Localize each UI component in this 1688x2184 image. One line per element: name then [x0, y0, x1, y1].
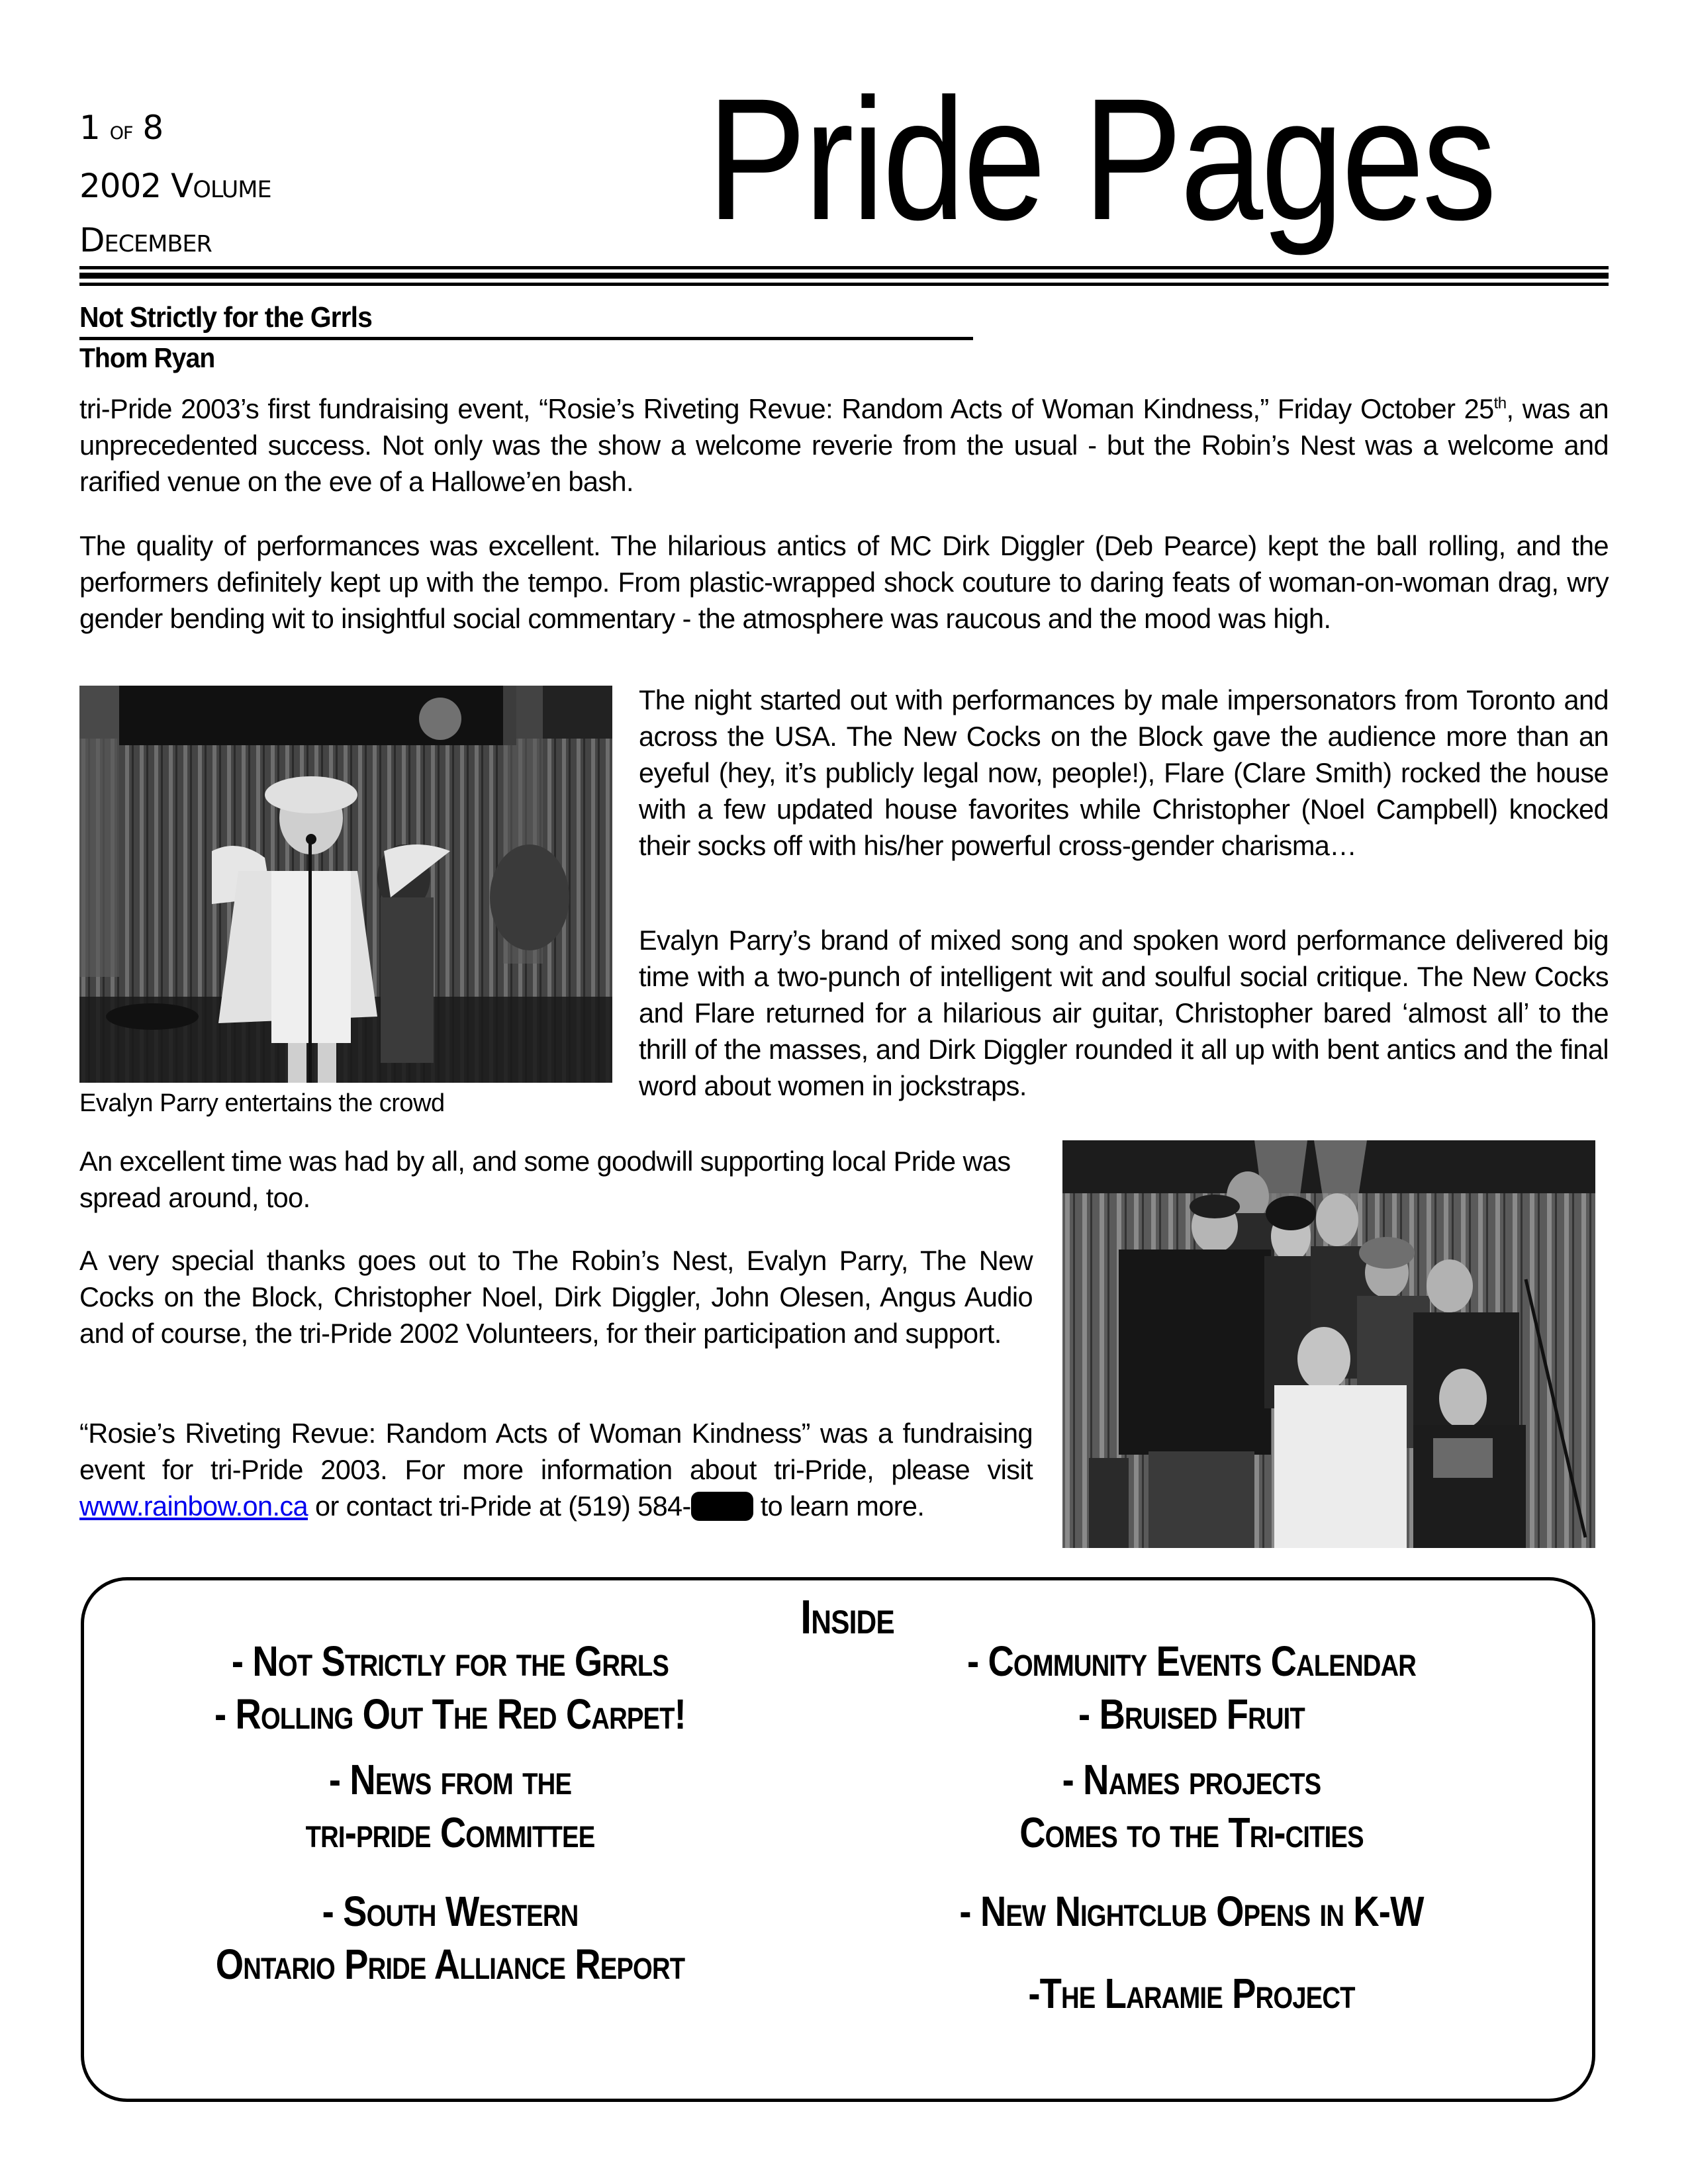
inside-item-link[interactable]: - Names projects	[1062, 1756, 1321, 1803]
article-paragraph: An excellent time was had by all, and some goodwill supporting local Pride was spread around, too.	[79, 1146, 1011, 1213]
ordinal-suffix: th	[1493, 394, 1507, 413]
article-paragraph: Evalyn Parry’s brand of mixed song and spoken word performance delivered big time with a two-punch of intelligent wit and soulful social critique. The New Cocks and Flare returned for a hilarious air guitar, Christopher bared ‘almost all’ to the thrill of the masses, and Dirk Diggler rounded it all up with bent antics and the final word about women in jockstraps.	[639, 925, 1609, 1101]
article-paragraph	[79, 1415, 1033, 1524]
masthead-rule-thin-bottom	[79, 283, 1609, 286]
inside-item-text: tri-pride Committee	[305, 1809, 595, 1856]
paragraph-text: to learn more.	[753, 1490, 925, 1522]
article-paragraph: A very special thanks goes out to The Robin’s Nest, Evalyn Parry, The New Cocks on the Block, Christopher Noel, Dirk Diggler, John Olesen, Angus Audio and of course, the tri-Pride 2002 Volunteers, for their participation and support.	[79, 1245, 1033, 1349]
inside-item-link[interactable]: - New Nightclub Opens in K-W	[959, 1888, 1424, 1935]
paragraph-text: tri-Pride 2003’s first fundraising event, “Rosie’s Riveting Revue: Random Acts of Woman Kindness,” Friday October 25	[79, 393, 1494, 424]
page-of-label: of	[109, 116, 133, 145]
photo-evalyn-parry	[79, 686, 612, 1083]
redacted-phone-digits	[691, 1492, 753, 1521]
stage-performer-image	[79, 686, 612, 1083]
inside-item-link[interactable]: - Bruised Fruit	[1078, 1690, 1305, 1738]
photo-group-performers	[1062, 1140, 1595, 1548]
paragraph-text: “Rosie’s Riveting Revue: Random Acts of Woman Kindness” was a fundraising event for tri-Pride 2003. For more information about tri-Pride, please visit	[79, 1418, 1033, 1485]
page-indicator	[79, 109, 164, 147]
article-paragraph: The night started out with performances by male impersonators from Toronto and across the USA. The New Cocks on the Block gave the audience more than an eyeful (hey, it’s publicly legal now, people!), Flare (Clare Smith) rocked the house with a few updated house favorites while Christopher (Noel Campbell) knocked their socks off with his/her powerful cross-gender charisma…	[639, 684, 1609, 861]
group-photo-image	[1062, 1140, 1595, 1548]
paragraph-text: or contact tri-Pride at (519) 584-	[308, 1490, 691, 1522]
inside-item-link[interactable]: - South Western	[322, 1888, 579, 1935]
inside-item-link[interactable]: - Community Events Calendar	[966, 1637, 1417, 1685]
article-byline: Thom Ryan	[79, 342, 215, 373]
inside-item-link-continued[interactable]	[146, 1811, 754, 1854]
issue-month: December	[79, 221, 212, 259]
paragraph-text: , was an unprecedented success. Not only was the show a welcome reverie from the usual - but the Robin’s Nest was a welcome and rarified venue on the eve of a Hallowe’en bash.	[79, 393, 1609, 497]
inside-item-link[interactable]: -The Laramie Project	[1028, 1970, 1355, 2017]
inside-title: Inside	[800, 1591, 894, 1644]
inside-item-link[interactable]: - News from the	[328, 1756, 572, 1803]
photo-caption: Evalyn Parry entertains the crowd	[79, 1089, 445, 1117]
page-total: 8	[142, 109, 164, 147]
volume-year: 2002	[79, 167, 162, 205]
masthead-rule-thick	[79, 273, 1609, 279]
volume-indicator	[79, 169, 271, 203]
article-heading: Not Strictly for the Grrls	[79, 301, 372, 334]
inside-item-link[interactable]: - Not Strictly for the Grrls	[231, 1637, 669, 1685]
volume-label: Volume	[171, 167, 271, 205]
inside-item-link[interactable]: - Rolling Out The Red Carpet!	[214, 1690, 686, 1738]
inside-item-link-continued[interactable]: Comes to the Tri-cities	[1019, 1809, 1364, 1856]
newsletter-title: Pride Pages	[707, 62, 1495, 256]
masthead-rule-thin-top	[79, 266, 1609, 269]
article-paragraph: The quality of performances was excellent. The hilarious antics of MC Dirk Diggler (Deb Pearce) kept the ball rolling, and the performers definitely kept up with the tempo. From plastic-wrapped shock couture to daring feats of woman-on-woman drag, wry gender bending wit to insightful social commentary - the atmosphere was raucous and the mood was high.	[79, 530, 1609, 634]
inside-item-link-continued[interactable]: Ontario Pride Alliance Report	[215, 1940, 685, 1988]
article-paragraph	[79, 390, 1609, 500]
website-link[interactable]: www.rainbow.on.ca	[79, 1490, 308, 1522]
page-number: 1	[79, 109, 100, 147]
